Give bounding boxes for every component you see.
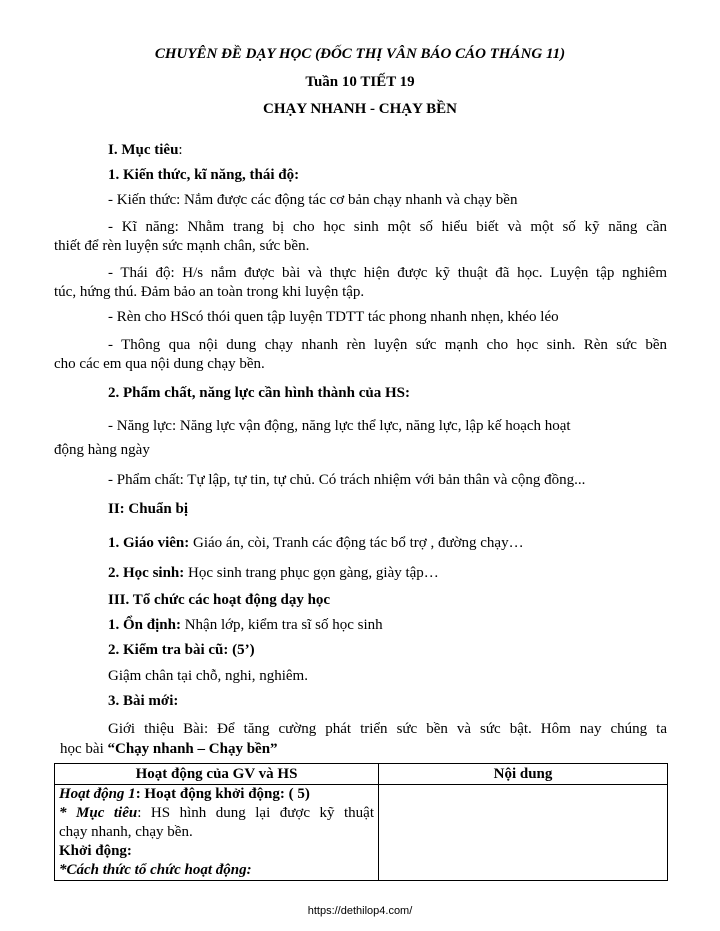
content-text-line2: cho các em qua nội dung chạy bền. bbox=[54, 356, 265, 372]
content-text-line1: - Thông qua nội dung chạy nhanh rèn luyện sức mạnh cho học sinh. Rèn sức bền bbox=[108, 337, 667, 353]
ability-text-line1: - Năng lực: Năng lực vận động, năng lực thể lực, năng lực, lập kế hoạch hoạt bbox=[108, 418, 571, 434]
stabilize-text: 1. Ổn định: Nhận lớp, kiểm tra sĩ số học sinh bbox=[108, 617, 383, 633]
column-header-activity: Hoạt động của GV và HS bbox=[55, 764, 379, 785]
student-prep: 2. Học sinh: Học sinh trang phục gọn gàng, giày tập… bbox=[108, 565, 439, 581]
knowledge-text: - Kiến thức: Nắm được các động tác cơ bản chạy nhanh và chạy bền bbox=[108, 192, 518, 208]
ability-text-line2: động hàng ngày bbox=[54, 442, 150, 458]
activity-table bbox=[54, 763, 668, 881]
habit-text: - Rèn cho HScó thói quen tập luyện TDTT tác phong nhanh nhẹn, khéo léo bbox=[108, 309, 559, 325]
content-cell bbox=[379, 785, 668, 881]
warmup-label: Khởi động: bbox=[59, 843, 132, 859]
activity-1-title: Hoạt động 1: Hoạt động khởi động: ( 5) bbox=[59, 786, 310, 802]
attitude-text-line2: túc, hứng thú. Đảm bảo an toàn trong khi luyện tập. bbox=[54, 284, 365, 300]
activity-cell bbox=[55, 785, 379, 881]
skill-text-line1: - Kĩ năng: Nhằm trang bị cho học sinh một số hiểu biết và một số kỹ năng cần bbox=[108, 219, 667, 235]
method-label: *Cách thức tổ chức hoạt động: bbox=[59, 862, 252, 878]
subsection-qualities: 2. Phẩm chất, năng lực cần hình thành của HS: bbox=[108, 385, 410, 401]
quality-text: - Phẩm chất: Tự lập, tự tin, tự chủ. Có trách nhiệm với bản thân và cộng đồng... bbox=[108, 472, 586, 488]
goal-line2: chạy nhanh, chạy bền. bbox=[59, 824, 193, 840]
skill-text-line2: thiết để rèn luyện sức mạnh chân, sức bền. bbox=[54, 238, 310, 254]
section-2-heading: II: Chuẩn bị bbox=[108, 501, 189, 517]
section-1-heading: I. Mục tiêu: bbox=[108, 142, 183, 158]
section-3-heading: III. Tổ chức các hoạt động dạy học bbox=[108, 592, 331, 608]
table-header-row bbox=[55, 764, 668, 785]
review-text: Giậm chân tại chỗ, nghi, nghiêm. bbox=[108, 668, 308, 684]
new-lesson-heading: 3. Bài mới: bbox=[108, 693, 179, 709]
table-row bbox=[55, 785, 668, 881]
teacher-prep: 1. Giáo viên: Giáo án, còi, Tranh các động tác bổ trợ , đường chạy… bbox=[108, 535, 524, 551]
review-heading: 2. Kiểm tra bài cũ: (5’) bbox=[108, 642, 255, 658]
intro-text-line1: Giới thiệu Bài: Để tăng cường phát triển sức bền và sức bật. Hôm nay chúng ta bbox=[108, 721, 667, 737]
document-title: CHUYÊN ĐỀ DẠY HỌC (ĐỐC THỊ VÂN BÁO CÁO THÁNG 11) bbox=[154, 46, 566, 62]
week-lesson: Tuần 10 TIẾT 19 bbox=[305, 74, 415, 90]
footer-url: https://dethilop4.com/ bbox=[307, 905, 413, 917]
column-header-content: Nội dung bbox=[379, 764, 668, 785]
goal-line1: * Mục tiêu: HS hình dung lại được kỹ thuật bbox=[59, 805, 374, 821]
subsection-knowledge-skills: 1. Kiến thức, kĩ năng, thái độ: bbox=[108, 167, 300, 183]
lesson-title: CHẠY NHANH - CHẠY BỀN bbox=[263, 101, 457, 117]
intro-text-line2: học bài “Chạy nhanh – Chạy bền” bbox=[60, 741, 278, 757]
attitude-text-line1: - Thái độ: H/s nắm được bài và thực hiện được kỹ thuật đã học. Luyện tập nghiêm bbox=[108, 265, 667, 281]
